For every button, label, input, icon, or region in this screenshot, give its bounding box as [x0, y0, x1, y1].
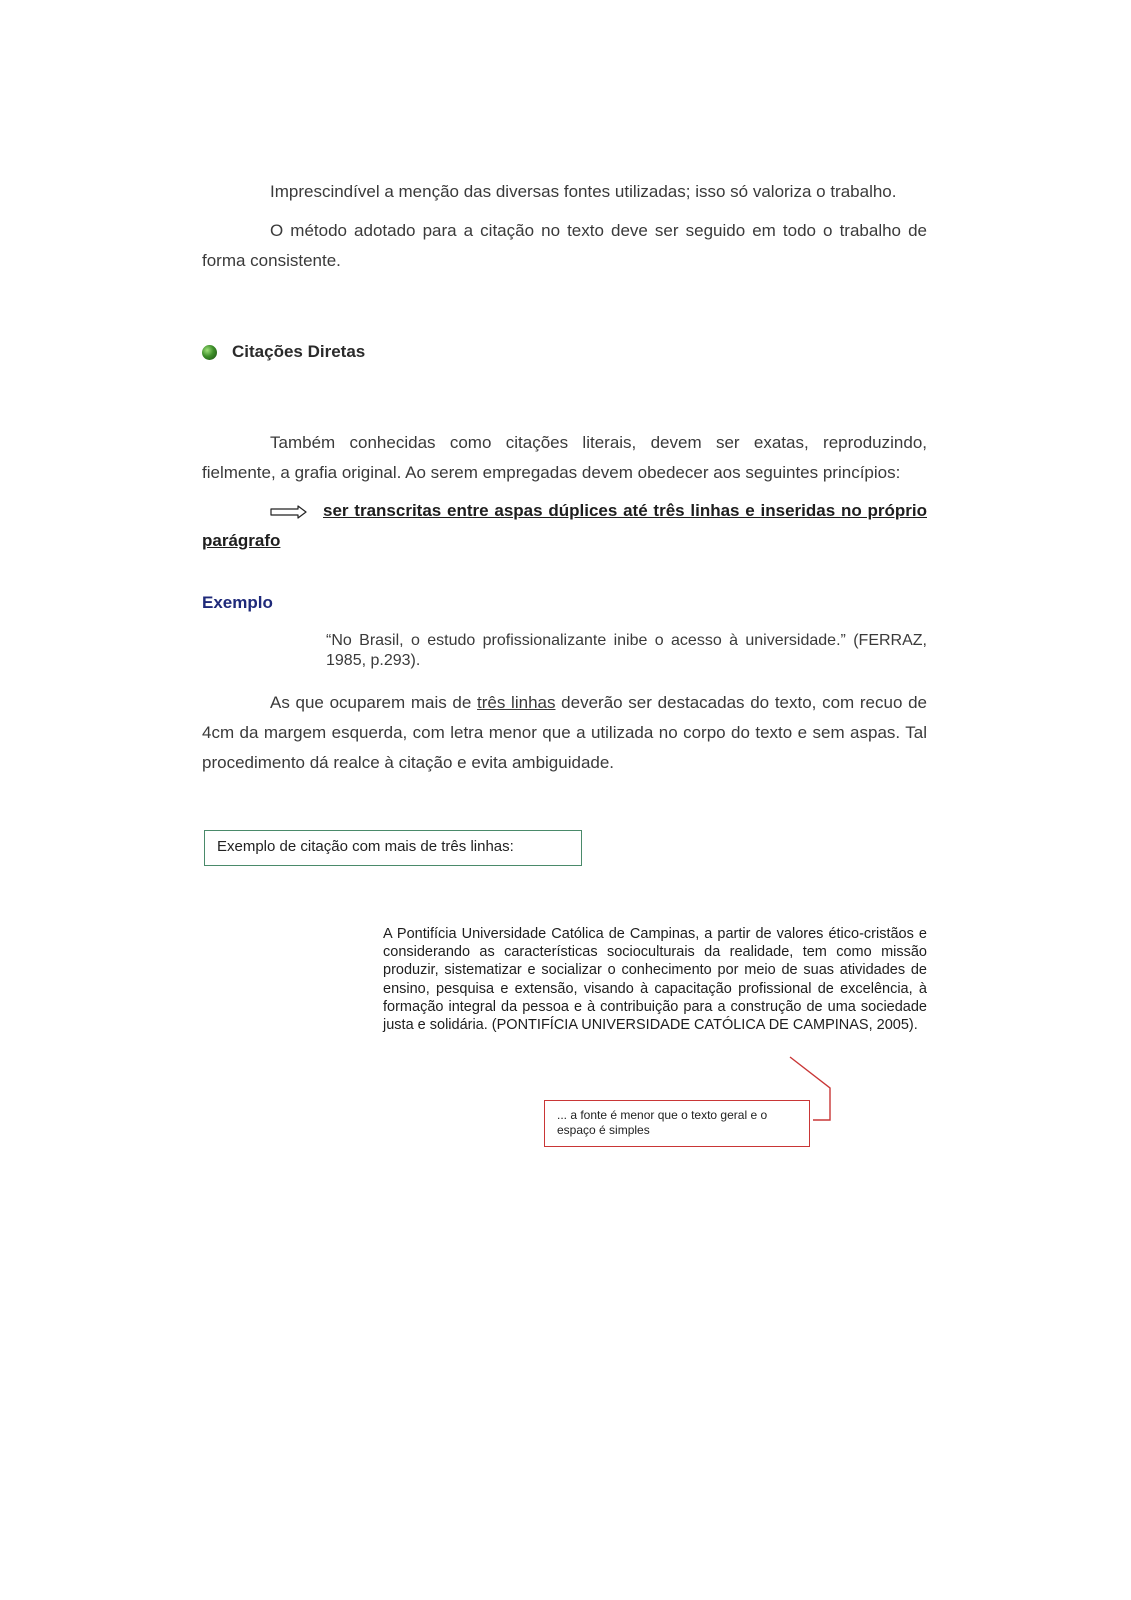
paragraph-long-citations — [202, 688, 927, 778]
paragraph-long-citations-end: deverão ser destacadas do texto, com recuo de 4cm da margem esquerda, com letra menor que a utilizada no corpo do texto e sem aspas. Tal procedimento dá realce à citação e evita ambiguidade. — [202, 693, 928, 772]
green-sphere-bullet-icon — [202, 345, 217, 360]
paragraph-direct-citations: Também conhecidas como citações literais, devem ser exatas, reproduzindo, fielmente, a grafia original. Ao serem empregadas devem obedecer aos seguintes princípios: — [202, 433, 927, 482]
paragraph-long-citations-start: As que ocuparem mais de — [270, 693, 478, 712]
long-block-quote: A Pontifícia Universidade Católica de Campinas, a partir de valores ético-cristãos e considerando as características socioculturais da realidade, tem como missão produzir, sistematizar e socializar o conhecimento por meio de suas atividades de ensino, pesquisa e extensão, visando à capacitação profissional de excelência, à formação integral da pessoa e à contribuição para a construção de uma sociedade justa e solidária. (PONTIFÍCIA UNIVERSIDADE CATÓLICA DE CAMPINAS, 2005). — [383, 926, 927, 1034]
principle-item — [202, 496, 927, 556]
paragraph-method: O método adotado para a citação no texto deve ser seguido em todo o trabalho de forma consistente. — [202, 221, 927, 270]
example-title: Exemplo — [202, 593, 273, 612]
short-quote: “No Brasil, o estudo profissionalizante inibe o acesso à universidade.” (FERRAZ, 1985, p.293). — [326, 632, 927, 669]
paragraph-sources: Imprescindível a menção das diversas fontes utilizadas; isso só valoriza o trabalho. — [270, 182, 897, 201]
long-citation-example-label-box: Exemplo de citação com mais de três linhas: — [204, 830, 582, 866]
tres-linhas-underlined: três linhas — [477, 693, 556, 712]
section-heading — [202, 342, 365, 362]
double-right-arrow-icon — [270, 505, 307, 519]
principle-text: ser transcritas entre aspas dúplices até três linhas e inseridas no próprio parágrafo — [202, 501, 927, 550]
callout-note-box: ... a fonte é menor que o texto geral e o espaço é simples — [544, 1100, 810, 1147]
section-heading-text: Citações Diretas — [232, 342, 366, 361]
